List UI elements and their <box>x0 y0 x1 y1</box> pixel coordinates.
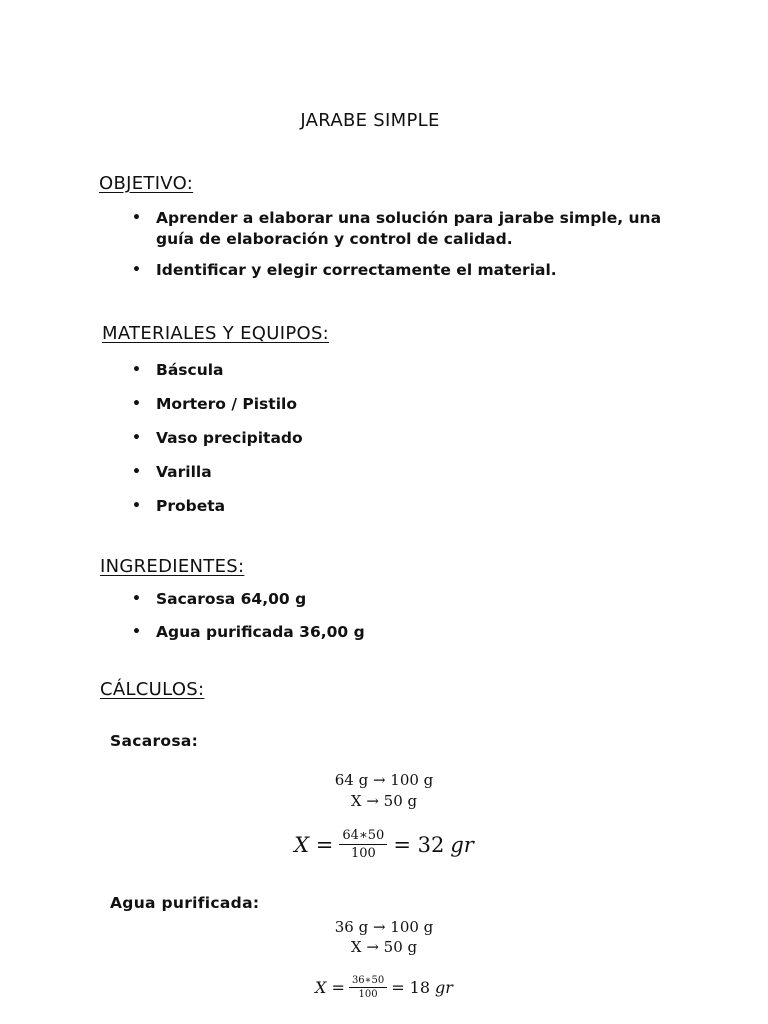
objetivo-list <box>132 208 692 281</box>
ingredientes-item <box>132 589 692 610</box>
materiales-item-text: Varilla <box>156 463 212 481</box>
objetivo-item <box>132 208 692 250</box>
equation-lhs: X = <box>315 978 345 997</box>
ingredientes-item-text: Agua purificada 36,00 g <box>156 623 365 641</box>
bullet-icon: • <box>132 624 141 640</box>
objetivo-item-text: Aprender a elaborar una solución para jarabe simple, una guía de elaboración y control de calidad. <box>156 209 662 248</box>
equation-rhs: = 18 <box>391 978 431 997</box>
bullet-icon: • <box>132 210 141 226</box>
materiales-item-text: Probeta <box>156 497 226 515</box>
bullet-icon: • <box>132 262 141 278</box>
agua-label: Agua purificada: <box>110 894 260 912</box>
equation-fraction <box>339 828 387 861</box>
sacarosa-label: Sacarosa: <box>110 732 199 750</box>
sacarosa-equation <box>0 828 768 861</box>
bullet-icon: • <box>132 396 141 412</box>
objetivo-item-text: Identificar y elegir correctamente el material. <box>156 261 557 279</box>
equation-rhs: = 32 <box>393 832 445 857</box>
sacarosa-proportion-line-2: X → 50 g <box>350 792 418 810</box>
materiales-list <box>132 360 692 517</box>
materiales-item <box>132 462 692 483</box>
objetivo-heading: OBJETIVO: <box>99 173 194 194</box>
materiales-heading: MATERIALES Y EQUIPOS: <box>102 323 330 344</box>
equation-fraction <box>349 975 387 1000</box>
bullet-icon: • <box>132 430 141 446</box>
bullet-icon: • <box>132 498 141 514</box>
agua-proportion-line-1: 36 g → 100 g <box>334 918 434 936</box>
equation-unit: gr <box>435 978 453 997</box>
ingredientes-item-text: Sacarosa 64,00 g <box>156 590 307 608</box>
fraction-numerator: 64∗50 <box>339 828 387 845</box>
equation-unit: gr <box>450 832 474 857</box>
materiales-item <box>132 428 692 449</box>
agua-proportion-line-2: X → 50 g <box>350 938 418 956</box>
page-title: JARABE SIMPLE <box>300 110 440 131</box>
bullet-icon: • <box>132 591 141 607</box>
fraction-denominator: 100 <box>350 846 376 861</box>
materiales-item <box>132 360 692 381</box>
materiales-item <box>132 394 692 415</box>
materiales-item-text: Vaso precipitado <box>156 429 303 447</box>
ingredientes-list <box>132 589 692 643</box>
materiales-item-text: Mortero / Pistilo <box>156 395 297 413</box>
materiales-item-text: Báscula <box>156 361 224 379</box>
objetivo-item <box>132 260 692 281</box>
agua-equation <box>0 975 768 1000</box>
fraction-denominator: 100 <box>358 989 378 1000</box>
calculos-heading: CÁLCULOS: <box>100 679 205 700</box>
bullet-icon: • <box>132 464 141 480</box>
equation-lhs: X = <box>294 832 334 857</box>
materiales-item <box>132 496 692 517</box>
ingredientes-heading: INGREDIENTES: <box>100 556 245 577</box>
bullet-icon: • <box>132 362 141 378</box>
fraction-numerator: 36∗50 <box>349 975 387 988</box>
ingredientes-item <box>132 622 692 643</box>
sacarosa-proportion-line-1: 64 g → 100 g <box>334 771 434 789</box>
